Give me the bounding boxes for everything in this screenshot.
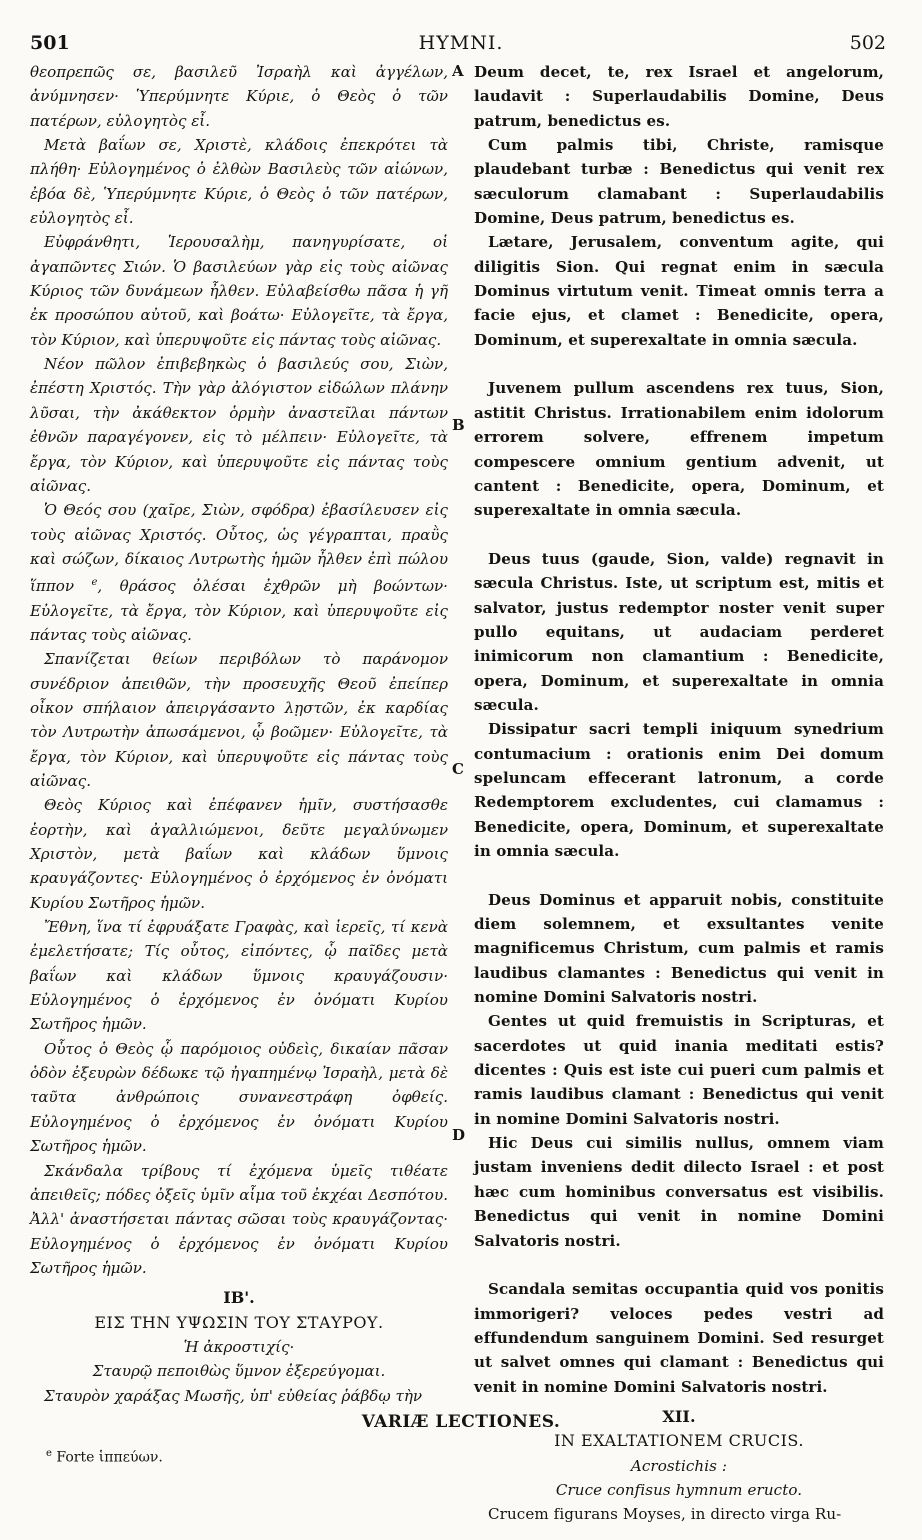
greek-text: Ὁ Θεός σου (χαῖρε, Σιὼν, σφόδρα) ἐβασίλευσεν εἰς τοὺς αἰῶνας Χριστός. Οὗτος, ὡς γέγραπται, πραῢς καὶ σώζων, δίκαιος Λυτρωτὴς ἡμῶν ἦλθεν ἐπὶ πώλου ἵππον	[30, 501, 448, 596]
latin-hymn-title: IN EXALTATIONEM CRUCIS.	[554, 1431, 804, 1451]
note-marker: e	[91, 577, 98, 589]
latin-acrostic-label: Acrostichis :	[630, 1456, 728, 1475]
latin-paragraph: Dissipatur sacri templi iniquum synedrium contumacium : orationis enim Dei domum speluncam effecerant latronum, a corde Redemptorem excludentes, cui clamamus : Benedicite, opera, Dominum, et superexaltate in omnia sæcula.	[474, 720, 884, 860]
latin-paragraph: Hic Deus cui similis nullus, omnem viam justam inveniens dedit dilecto Israel : et post hæc cum hominibus conversatus est visibilis. Benedictus qui venit in nomine Domini Salvatoris nostri.	[474, 1134, 884, 1250]
greek-paragraph	[30, 498, 448, 647]
latin-paragraph: Gentes ut quid fremuistis in Scripturas, et sacerdotes ut quid inania meditati estis? dicentes : Quis est iste cui pueri cum palmis et ramis laudibus clamant : Benedictus qui venit in nomine Domini Salvatoris nostri.	[474, 1012, 884, 1128]
running-head	[0, 32, 922, 58]
page-number-right: 502	[849, 32, 886, 54]
greek-paragraph: θεοπρεπῶς σε, βασιλεῦ Ἰσραὴλ καὶ ἀγγέλων, ἀνύμνησεν· Ὑπερύμνητε Κύριε, ὁ Θεὸς ὁ τῶν πατέρων, εὐλογητὸς εἶ.	[30, 63, 448, 130]
greek-hymn-number: ΙΒ'.	[223, 1288, 255, 1308]
greek-hymn-heading	[30, 1286, 448, 1383]
latin-acrostic: Cruce confisus hymnum eructo.	[555, 1480, 803, 1499]
latin-last-line: Crucem figurans Moyses, in directo virga Ru-	[488, 1505, 842, 1524]
footnote-text: Forte ἱππεύων.	[56, 1449, 163, 1466]
greek-hymn-title: ΕΙΣ ΤΗΝ ΥΨΩΣΙΝ ΤΟΥ ΣΤΑΥΡΟΥ.	[94, 1312, 384, 1332]
page-number-left: 501	[30, 32, 70, 54]
greek-paragraph: Οὗτος ὁ Θεὸς ᾧ παρόμοιος οὐδεὶς, δικαίαν πᾶσαν ὁδὸν ἐξευρὼν δέδωκε τῷ ἠγαπημένῳ Ἰσραὴλ, μετὰ δὲ ταῦτα ἀνθρώποις συνανεστράφη ὀφθείς. Εὐλογημένος ὁ ἐρχόμενος ἐν ὀνόματι Κυρίου Σωτῆρος ἡμῶν.	[30, 1039, 448, 1156]
greek-paragraph: Θεὸς Κύριος καὶ ἐπέφανεν ἡμῖν, συστήσασθε ἑορτὴν, καὶ ἀγαλλιώμενοι, δεῦτε μεγαλύνωμεν Χριστὸν, μετὰ βαΐων καὶ κλάδων ὕμνοις κραυγάζοντες· Εὐλογημένος ὁ ἐρχόμενος ἐν ὀνόματι Κυρίου Σωτῆρος ἡμῶν.	[30, 796, 448, 912]
greek-paragraph: Σκάνδαλα τρίβους τί ἐχόμενα ὑμεῖς τιθέατε ἀπειθεῖς; πόδες ὀξεῖς ὑμῖν αἷμα τοῦ ἐκχέαι Δεσπότου. Ἀλλ' ἀναστήσεται πάντας σῶσαι τοὺς κραυγάζοντας· Εὐλογημένος ὁ ἐρχόμενος ἐν ὀνόματι Κυρίου Σωτῆρος ἡμῶν.	[30, 1161, 448, 1277]
greek-paragraph: Μετὰ βαΐων σε, Χριστὲ, κλάδοις ἐπεκρότει τὰ πλήθη· Εὐλογημένος ὁ ἐλθὼν Βασιλεὺς τῶν αἰώνων, ἐβόα δὲ, Ὑπερύμνητε Κύριε, ὁ Θεὸς ὁ τῶν πατέρων, εὐλογητὸς εἶ.	[30, 136, 448, 228]
margin-letter-d: D	[452, 1126, 466, 1144]
latin-paragraph: Juvenem pullum ascendens rex tuus, Sion, astitit Christus. Irrationabilem enim idolorum errorem solvere, effrenem impetum compescere omnium gentium advenit, ut cantent : Benedicite, opera, Dominum, et superexaltate in omnia sæcula.	[474, 379, 884, 520]
latin-paragraph: Lætare, Jerusalem, conventum agite, qui diligitis Sion. Qui regnat enim in sæcula Dominus virtutum venit. Timeat omnis terra a facie ejus, et clamet : Benedicite, opera, Dominum, et superexaltate in omnia sæcula.	[474, 233, 884, 349]
latin-paragraph: Deus Dominus et apparuit nobis, constituite diem solemnem, et exsultantes venite magnificemus Christum, cum palmis et ramis laudibus clamantes : Benedictus qui venit in nomine Domini Salvatoris nostri.	[474, 890, 884, 1007]
footnote-marker: e	[46, 1448, 52, 1459]
margin-letter-c: C	[452, 760, 464, 778]
latin-paragraph: Deum decet, te, rex Israel et angelorum, laudavit : Superlaudabilis Domine, Deus patrum, benedictus es.	[474, 63, 884, 130]
greek-text: , θράσος ὀλέσαι ἐχθρῶν μὴ βοώντων· Εὐλογεῖτε, τὰ ἔργα, τὸν Κύριον, καὶ ὑπερυψοῦτε εἰς πάντας τοὺς αἰῶνας.	[30, 577, 448, 644]
greek-acrostic: Σταυρῷ πεποιθὼς ὕμνον ἐξερεύγομαι.	[92, 1362, 386, 1381]
latin-hymn-number: XII.	[662, 1406, 696, 1426]
greek-paragraph: Εὐφράνθητι, Ἱερουσαλὴμ, πανηγυρίσατε, οἱ ἀγαπῶντες Σιών. Ὁ βασιλεύων γὰρ εἰς τοὺς αἰῶνας Κύριος τῶν δυνάμεων ἦλθεν. Εὐλαβείσθω πᾶσα ἡ γῆ ἐκ προσώπου αὐτοῦ, καὶ βοάτω· Εὐλογεῖτε, τὰ ἔργα, τὸν Κύριον, καὶ ὑπερυψοῦτε εἰς πάντας τοὺς αἰῶνας.	[30, 233, 448, 349]
latin-paragraph: Scandala semitas occupantia quid vos ponitis immorigeri? veloces pedes vestri ad effundendum sanguinem Domini. Sed resurget ut salvet omnes qui clamant : Benedictus qui venit in nomine Domini Salvatoris nostri.	[474, 1280, 884, 1396]
greek-paragraph: Νέον πῶλον ἐπιβεβηκὼς ὁ βασιλεύς σου, Σιὼν, ἐπέστη Χριστός. Τὴν γὰρ ἀλόγιστον εἰδώλων πλάνην λῦσαι, τὴν ἀκάθεκτον ὁρμὴν ἀναστεῖλαι πάντων ἐθνῶν παραγέγονεν, εἰς τὸ μέλπειν· Εὐλογεῖτε, τὰ ἔργα, τὸν Κύριον, καὶ ὑπερυψοῦτε εἰς πάντας τοὺς αἰῶνας.	[30, 355, 448, 495]
latin-column	[474, 60, 884, 1527]
footnote	[46, 1448, 163, 1466]
page-title: HYMNI.	[418, 32, 504, 54]
greek-acrostic-label: Ἡ ἀκροστιχίς·	[183, 1337, 295, 1356]
greek-last-line: Σταυρὸν χαράξας Μωσῆς, ὑπ' εὐθείας ῥάβδῳ τὴν	[44, 1386, 423, 1405]
greek-column	[30, 60, 448, 1408]
margin-letter-b: B	[452, 416, 465, 434]
greek-paragraph: Σπανίζεται θείων περιβόλων τὸ παράνομον συνέδριον ἀπειθῶν, τὴν προσευχῆς Θεοῦ ἐπείπερ οἶκον σπήλαιον ἀπειργάσαντο λῃστῶν, ἐκ καρδίας τὸν Λυτρωτὴν ἀπωσάμενοι, ᾧ βοῶμεν· Εὐλογεῖτε, τὰ ἔργα, τὸν Κύριον, καὶ ὑπερυψοῦτε εἰς πάντας τοὺς αἰῶνας.	[30, 650, 448, 790]
latin-paragraph: Cum palmis tibi, Christe, ramisque plaudebant turbæ : Benedictus qui venit rex sæculorum clamabant : Superlaudabilis Domine, Deus patrum, benedictus es.	[474, 136, 884, 228]
greek-paragraph: Ἔθνη, ἵνα τί ἐφρυάξατε Γραφὰς, καὶ ἱερεῖς, τί κενὰ ἐμελετήσατε; Τίς οὗτος, εἰπόντες, ᾧ παῖδες μετὰ βαΐων καὶ κλάδων ὕμνοις κραυγάζουσιν· Εὐλογημένος ὁ ἐρχόμενος ἐν ὀνόματι Κυρίου Σωτῆρος ἡμῶν.	[30, 918, 448, 1034]
latin-paragraph: Deus tuus (gaude, Sion, valde) regnavit in sæcula Christus. Iste, ut scriptum est, mitis et salvator, justus redemptor noster venit super pullo equitans, ut audaciam perderet inimicorum non clamantium : Benedicite, opera, Dominum, et superexaltate in omnia sæcula.	[474, 549, 884, 714]
variae-lectiones-heading: VARIÆ LECTIONES.	[361, 1412, 561, 1432]
margin-letter-a: A	[452, 62, 464, 80]
